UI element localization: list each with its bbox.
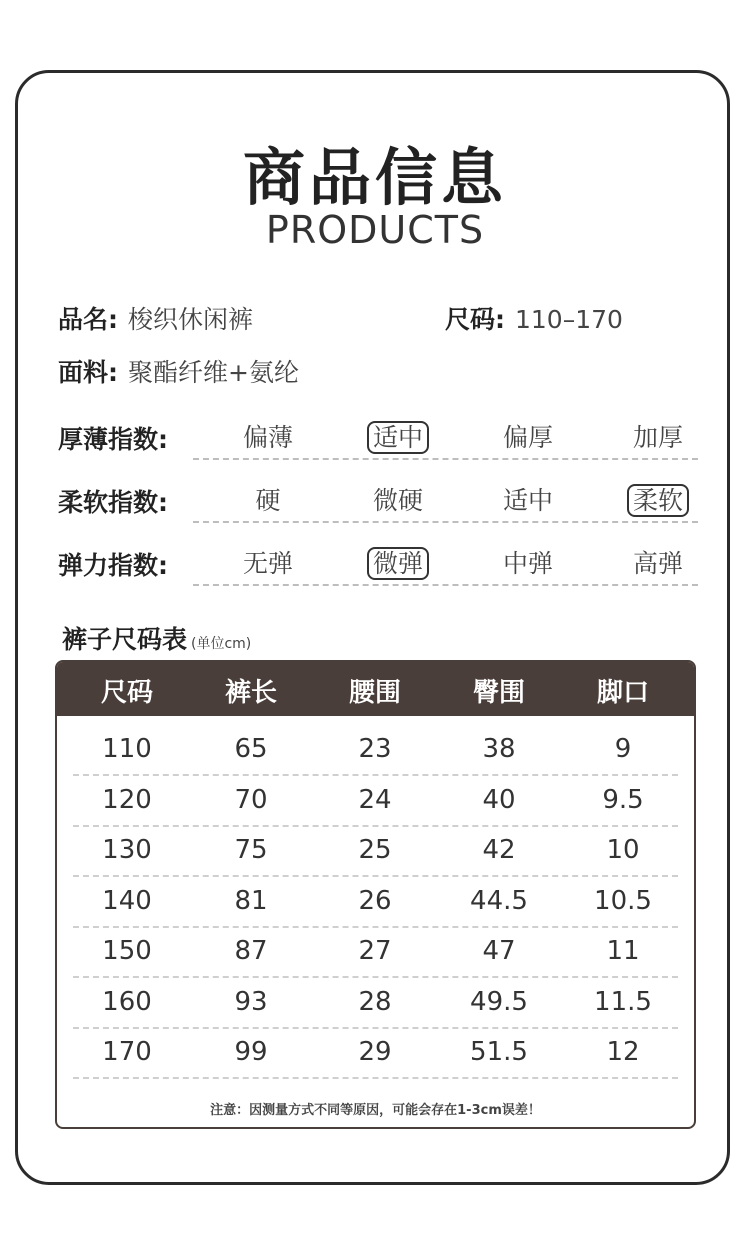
measurement-note: 注意：因测量方式不同等原因，可能会存在1-3cm误差！ [210, 1103, 541, 1118]
table-cell: 120 [102, 784, 152, 815]
table-cell: 130 [102, 835, 152, 865]
column-header: 脚口 [596, 678, 649, 708]
size-chart-unit: (单位cm) [191, 636, 252, 652]
table-cell: 51.5 [470, 1037, 528, 1067]
index-row [58, 412, 698, 462]
index-option [608, 418, 708, 454]
index-option-text: 适中 [502, 486, 553, 515]
size-chart-title-text: 裤子尺码表 [62, 625, 188, 654]
table-cell: 27 [358, 936, 392, 966]
size-range-label: 尺码: [445, 305, 505, 334]
index-options [193, 412, 698, 460]
table-row [73, 979, 678, 1029]
index-options [193, 538, 698, 586]
index-option-text: 无弹 [242, 549, 293, 578]
table-cell: 160 [102, 986, 152, 1017]
index-option-text: 微弹 [367, 547, 429, 580]
table-cell: 29 [358, 1037, 392, 1067]
index-label: 弹力指数: [58, 551, 168, 580]
index-option-selected [348, 418, 448, 454]
table-cell: 12 [606, 1037, 640, 1067]
fabric-value: 聚酯纤维+氨纶 [128, 358, 299, 387]
index-option-text: 适中 [367, 421, 429, 454]
table-cell: 40 [482, 784, 516, 815]
table-cell: 150 [102, 936, 152, 966]
product-name-value: 梭织休闲裤 [128, 305, 254, 334]
fabric-label: 面料: [58, 358, 118, 387]
table-cell: 9.5 [602, 784, 644, 815]
table-cell: 93 [234, 986, 268, 1017]
index-label: 柔软指数: [58, 488, 168, 517]
index-option-text: 偏薄 [242, 423, 293, 452]
table-cell: 28 [358, 986, 392, 1017]
index-option-text: 偏厚 [502, 423, 553, 452]
table-cell: 9 [614, 734, 632, 764]
table-cell: 70 [234, 784, 268, 815]
index-option [218, 481, 318, 517]
size-range-value: 110–170 [515, 305, 623, 334]
size-table [55, 660, 696, 1129]
index-label: 厚薄指数: [58, 425, 168, 454]
table-cell: 10 [606, 835, 640, 865]
index-option-selected [608, 481, 708, 517]
size-chart-title [62, 620, 251, 656]
table-cell: 110 [102, 734, 152, 764]
index-option [348, 481, 448, 517]
table-cell: 99 [234, 1037, 268, 1067]
index-row [58, 475, 698, 525]
index-option-text: 硬 [255, 486, 281, 515]
table-row [73, 878, 678, 928]
table-row [73, 928, 678, 978]
table-cell: 47 [482, 936, 516, 966]
page-subtitle: PRODUCTS [265, 208, 485, 252]
table-row [73, 777, 678, 827]
index-row [58, 538, 698, 588]
table-cell: 10.5 [594, 885, 652, 916]
product-name-row [58, 300, 253, 336]
table-cell: 26 [358, 885, 392, 916]
index-option [218, 418, 318, 454]
index-option-text: 加厚 [632, 423, 683, 452]
index-option-selected [348, 544, 448, 580]
table-cell: 38 [482, 734, 516, 764]
table-cell: 65 [234, 734, 268, 764]
product-name-label: 品名: [58, 305, 118, 334]
table-cell: 24 [358, 784, 392, 815]
column-header: 尺码 [100, 678, 153, 708]
table-row [73, 726, 678, 776]
table-cell: 49.5 [470, 986, 528, 1017]
table-row [73, 827, 678, 877]
table-cell: 11.5 [594, 986, 652, 1017]
table-cell: 11 [606, 936, 640, 966]
column-header: 臀围 [472, 678, 525, 708]
size-table-header [57, 662, 694, 716]
page-title: 商品信息 [242, 141, 507, 214]
fabric-row [58, 353, 299, 389]
index-options [193, 475, 698, 523]
index-option-text: 中弹 [502, 549, 553, 578]
index-option [608, 544, 708, 580]
column-header: 裤长 [224, 678, 277, 708]
table-cell: 42 [482, 835, 516, 865]
table-row [73, 1029, 678, 1079]
index-option-text: 柔软 [627, 484, 689, 517]
table-cell: 170 [102, 1037, 152, 1067]
table-cell: 75 [234, 835, 268, 865]
index-option-text: 高弹 [632, 549, 683, 578]
table-cell: 23 [358, 734, 392, 764]
size-range-row [445, 300, 623, 336]
index-option [478, 544, 578, 580]
index-option [218, 544, 318, 580]
table-cell: 25 [358, 835, 392, 865]
index-option [478, 418, 578, 454]
table-cell: 81 [234, 885, 268, 916]
table-cell: 87 [234, 936, 268, 966]
table-cell: 140 [102, 885, 152, 916]
table-cell: 44.5 [470, 885, 528, 916]
index-option-text: 微硬 [372, 486, 423, 515]
column-header: 腰围 [348, 678, 401, 708]
index-option [478, 481, 578, 517]
